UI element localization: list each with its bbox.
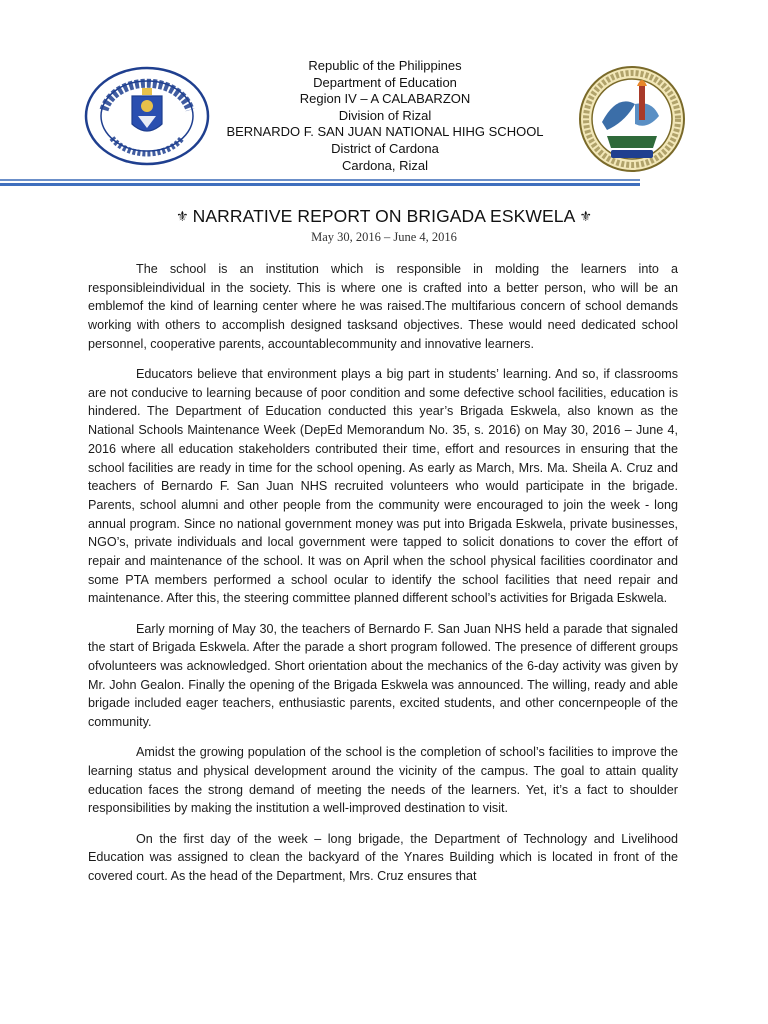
fleur-ornament-icon: ⚜	[175, 208, 189, 224]
body-paragraph: The school is an institution which is responsible in molding the learners into a responsibleindividual in the society. This is where one is crafted into a better person, who will be an emblemof the kind of learning center where he was raised.The multifarious concern of school demands working with others to accomplish designed tasksand objectives. These would need dedicated school personnel, cooperative parents, accountablecommunity and innovative learners.	[88, 262, 678, 351]
report-dates: May 30, 2016 – June 4, 2016	[311, 230, 457, 244]
body-paragraph: Amidst the growing population of the school is the completion of school’s facilities to improve the learning status and physical development around the vicinity of the campus. The goal to attain quality education faces the strong demand of meeting the needs of the learners. Yet, it’s a fact to shoulder responsibilities by making the institution a well-improved destination to visit.	[88, 745, 678, 816]
body-paragraph: Early morning of May 30, the teachers of Bernardo F. San Juan NHS held a parade that signaled the start of Brigada Eskwela. After the parade a short program followed. The presence of different groups ofvolunteers was acknowledged. Short orientation about the mechanics of the 6-day activity was given by Mr. John Gealon. Finally the opening of the Brigada Eskwela was announced. The willing, ready and able brigade included eager teachers, enthusiastic parents, excited students, and other concernpeople of the community.	[88, 621, 678, 730]
header-line-district: District of Cardona	[331, 140, 439, 156]
header-line-division: Division of Rizal	[338, 107, 432, 123]
report-title	[100, 205, 668, 228]
body-paragraph: Educators believe that environment plays a big part in students’ learning. And so, if classrooms are not conducive to learning because of poor condition and some defective school facilities, education is hindered. The Department of Education conducted this year’s Brigada Eskwela, also known as the National Schools Maintenance Week (DepEd Memorandum No. 35, s. 2016) on May 30, 2016 – June 4, 2016 where all education stakeholders contributed their time, effort and resources in ensuring that the school facilities are ready in time for the school opening. As early as March, Mrs. Ma. Sheila A. Cruz and teachers of Bernardo F. San Juan NHS recruited volunteers who would participate in the brigade. Parents, school alumni and other people from the community were encouraged to join the week - long annual program. Since no national government money was put into Brigada Eskwela, private businesses, NGO’s, private individuals and local government were tapped to solicit donations to cover the effort of repair and maintenance of the school. It was on April when the school physical facilities coordinator and some PTA members performed a school ocular to identify the school facilities that need repair and maintenance. After this, the steering committee planned different school’s activities for Brigada Eskwela.	[88, 367, 678, 606]
deped-seal-logo	[84, 66, 210, 166]
header-rule-thick	[0, 183, 640, 186]
header-line-republic: Republic of the Philippines	[308, 58, 462, 73]
header-line-region: Region IV – A CALABARZON	[299, 91, 471, 107]
report-title-text: NARRATIVE REPORT ON BRIGADA ESKWELA	[192, 206, 576, 226]
body-paragraph: On the first day of the week – long brigade, the Department of Technology and Livelihood Education was assigned to clean the backyard of the Ynares Building which is located in front of the covered court. As the head of the Department, Mrs. Cruz ensures that	[88, 831, 678, 884]
header-line-town: Cardona, Rizal	[342, 157, 428, 173]
fleur-ornament-icon: ⚜	[579, 208, 593, 224]
report-body	[88, 260, 678, 897]
header-line-school: BERNARDO F. SAN JUAN NATIONAL HIHG SCHOOL	[226, 124, 544, 140]
header-rule-thin	[0, 179, 640, 181]
header-line-department: Department of Education	[313, 74, 457, 90]
school-header	[200, 58, 570, 174]
school-seal-logo	[577, 64, 687, 174]
